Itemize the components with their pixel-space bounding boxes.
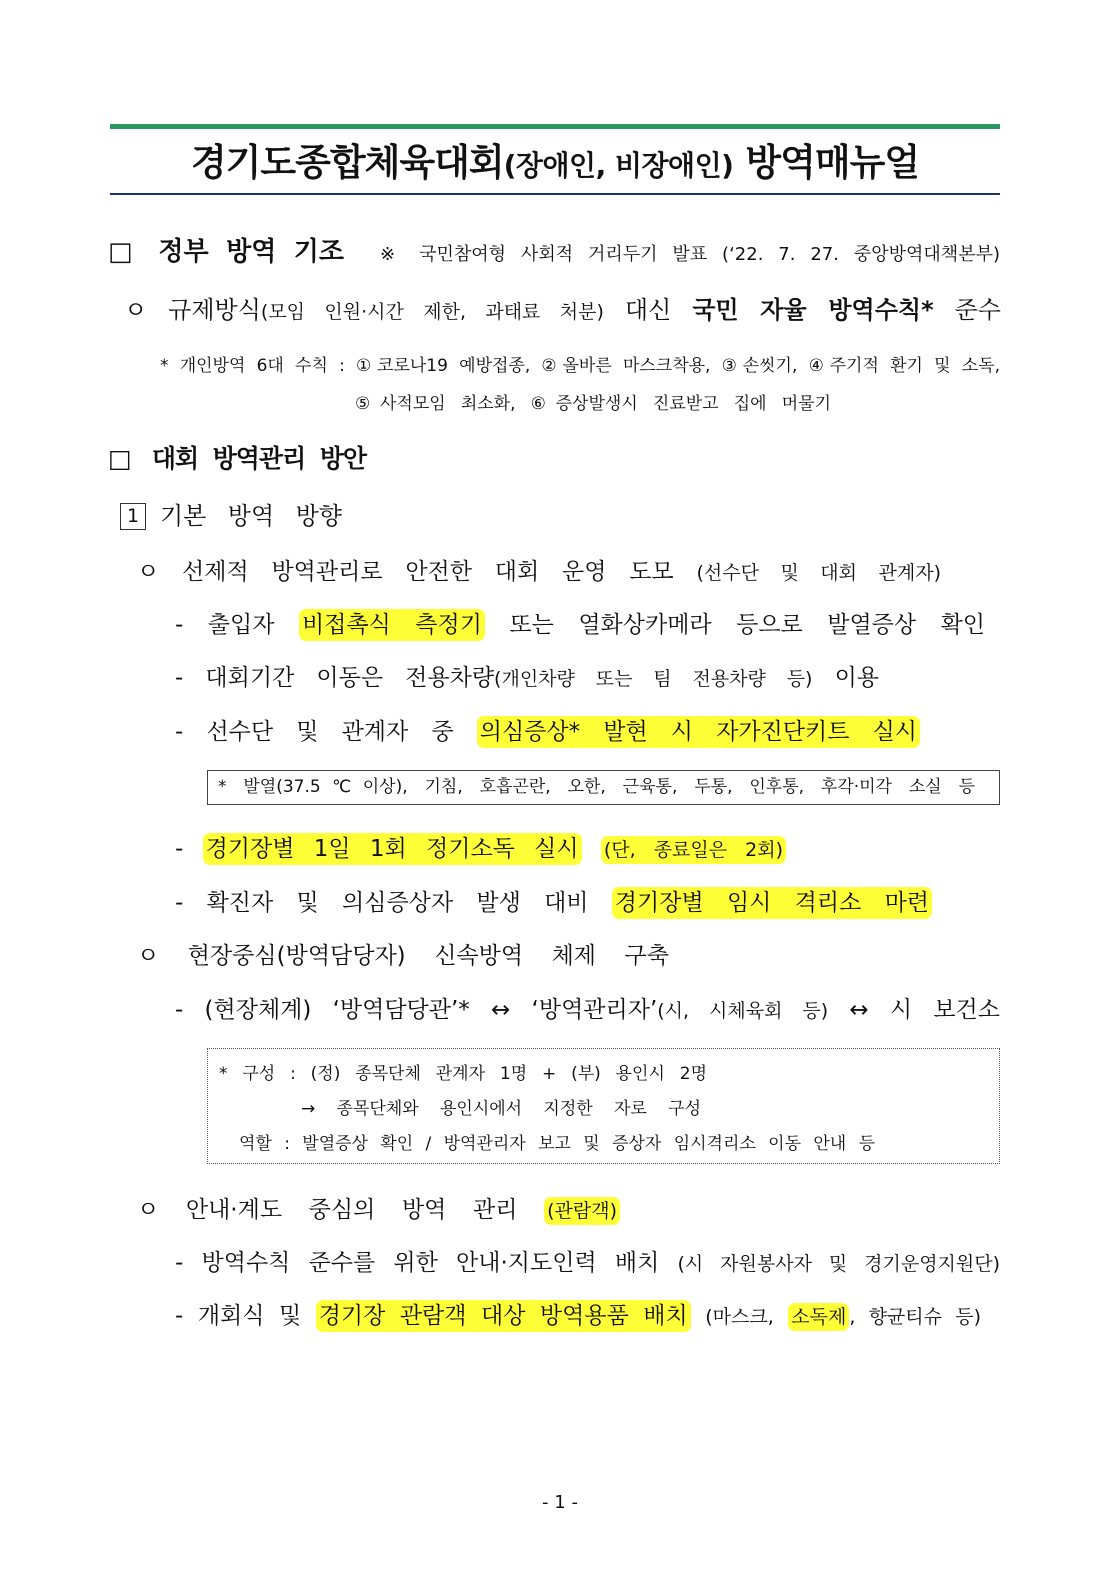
footnote-line-2: ⑤사적모임 최소화, ⑥증상발생시 진료받고 집에 머물기 (355, 394, 831, 414)
point1-item-4 (175, 833, 786, 865)
highlight-final-day-note: (단, 종료일은 2회) (601, 836, 786, 864)
role-box-line-1: * 구성 : (정) 종목단체 관계자 1명 + (부) 용인시 2명 (219, 1064, 707, 1084)
point2-line (137, 940, 669, 972)
item-lead: (현장체계) ‘방역담당관’* ↔ ‘방역관리자’ (204, 997, 658, 1023)
point3-item-2 (175, 1300, 981, 1332)
symptom-box-text: * 발열(37.5℃이상), 기침, 호흡곤란, 오한, 근육통, 두통, 인후통, 후각·미각 소실 등 (218, 777, 975, 797)
highlight-sanitizer: 소독제 (788, 1303, 849, 1331)
square-bullet-icon: □ (108, 444, 138, 473)
item-lead: 선수단 및 관계자 중 (206, 719, 454, 745)
section1-heading-text: 정부 방역 기조 (158, 237, 344, 267)
section1-source-note: ※ 국민참여형 사회적 거리두기 발표 (‘22. 7. 27. 중앙방역대책본부) (380, 244, 1000, 265)
square-bullet-icon: □ (108, 237, 141, 267)
item-lead: 확진자 및 의심증상자 발생 대비 (206, 890, 589, 916)
item-paren-note: (시, 시체육회 등) (657, 1000, 829, 1022)
policy-lead: 규제방식 (168, 296, 261, 324)
point3-line (137, 1194, 620, 1226)
item-tail: 이용 (834, 665, 880, 691)
point1-paren-note: (선수단 및 대회 관계자) (696, 562, 942, 584)
dash-bullet: - (175, 1250, 184, 1276)
point2-item-1 (175, 994, 1000, 1026)
point1-item-2 (175, 662, 879, 694)
dash-bullet: - (175, 1303, 184, 1329)
role-box (207, 1048, 1000, 1164)
item-paren-note: (개인차량 또는 팀 전용차량 등) (494, 668, 813, 690)
highlight-daily-disinfection: 경기장별 1일 1회 정기소독 실시 (203, 833, 582, 865)
policy-paren-note: (모임 인원·시간 제한, 과태료 처분) (260, 301, 604, 323)
symptom-box (207, 770, 1000, 805)
item-lead: 출입자 (207, 612, 275, 638)
circle-bullet-icon: ㅇ (137, 1197, 160, 1223)
highlight-self-test-kit: 의심증상* 발현 시 자가진단키트 실시 (477, 716, 920, 748)
title-subtitle: (장애인, 비장애인) (503, 149, 734, 182)
item-paren-start: (마스크, (705, 1306, 774, 1328)
dash-bullet: - (175, 665, 184, 691)
item-lead: 대회기간 이동은 전용차량 (205, 665, 495, 691)
item-tail: ↔ 시 보건소 (849, 997, 1000, 1023)
circle-bullet-icon: ㅇ (124, 296, 148, 324)
dash-bullet: - (175, 890, 184, 916)
highlight-spectators: (관람객) (544, 1197, 620, 1225)
title-tail: 방역매뉴얼 (745, 141, 920, 184)
item-tail: 또는 열화상카메라 등으로 발열증상 확인 (509, 612, 986, 638)
dash-bullet: - (175, 612, 184, 638)
circle-bullet-icon: ㅇ (137, 559, 160, 585)
point1-text: 선제적 방역관리로 안전한 대회 운영 도모 (182, 559, 674, 585)
point1-item-1 (175, 609, 985, 641)
section2-heading (108, 443, 366, 475)
point3-item-1 (175, 1247, 1000, 1279)
policy-tail: 준수 (954, 296, 1001, 324)
section1-heading (108, 236, 344, 268)
title-top-rule (110, 124, 1000, 129)
item-lead: 개회식 및 (197, 1303, 302, 1329)
section2-heading-text: 대회 방역관리 방안 (151, 444, 366, 473)
subsection-heading: 기본 방역 방향 (160, 502, 342, 530)
highlight-noncontact-thermometer: 비접촉식 측정기 (299, 609, 485, 641)
point2-text: 현장중심(방역담당자) 신속방역 체제 구축 (187, 943, 669, 969)
page-number: - 1 - (542, 1492, 578, 1513)
highlight-quarantine-supplies: 경기장 관람객 대상 방역용품 배치 (316, 1300, 691, 1332)
dash-bullet: - (175, 997, 184, 1023)
title-bottom-rule (110, 193, 1000, 195)
point1-item-3 (175, 716, 920, 748)
role-box-line-2: → 종목단체와 용인시에서 지정한 자로 구성 (301, 1099, 701, 1119)
item-paren-note: (시 자원봉사자 및 경기운영지원단) (677, 1253, 1001, 1275)
circle-bullet-icon: ㅇ (137, 943, 160, 969)
point3-text: 안내·계도 중심의 방역 관리 (185, 1197, 518, 1223)
dash-bullet: - (175, 719, 184, 745)
document-title (110, 140, 1000, 186)
role-box-line-3: 역할 : 발열증상 확인 / 방역관리자 보고 및 증상자 임시격리소 이동 안내 등 (239, 1134, 875, 1154)
point1-line (137, 556, 941, 588)
point1-item-5 (175, 887, 932, 919)
subsection-number-box: 1 (120, 503, 146, 530)
footnote-line-1: * 개인방역 6대 수칙 : ①코로나19 예방접종, ②올바른 마스크착용, ③손씻기, ④주기적 환기 및 소독, (160, 356, 1000, 376)
title-main: 경기도종합체육대회 (190, 141, 504, 184)
policy-mid: 대신 (624, 296, 672, 324)
highlight-isolation-room: 경기장별 임시 격리소 마련 (612, 887, 932, 919)
item-lead: 방역수칙 준수를 위한 안내·지도인력 배치 (201, 1250, 660, 1276)
policy-point-line (124, 294, 1001, 326)
item-paren-end: , 향균티슈 등) (849, 1306, 981, 1328)
policy-emphasis: 국민 자율 방역수칙* (692, 296, 934, 324)
dash-bullet: - (175, 836, 184, 862)
